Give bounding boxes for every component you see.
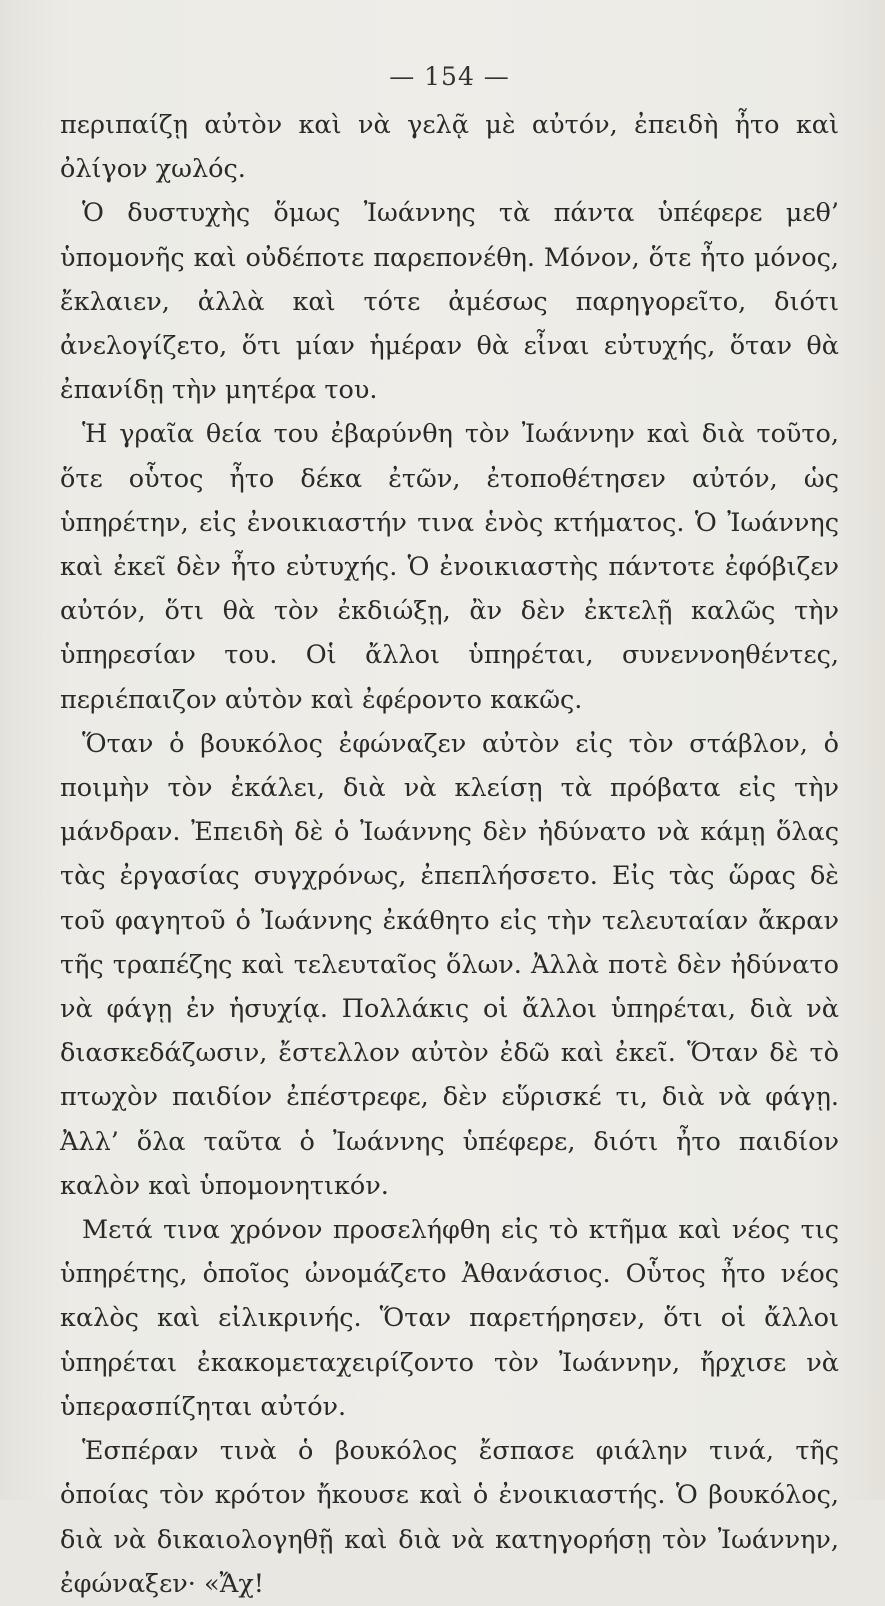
page-number: — 154 — (389, 62, 510, 91)
paragraph: Ἑσπέραν τινὰ ὁ βουκόλος ἔσπασε φιάλην τινά, τῆς ὁποίας τὸν κρότον ἤκουσε καὶ ὁ ἐνοικιαστής. Ὁ βουκόλος, διὰ νὰ δικαιολογηθῇ καὶ διὰ νὰ κατηγορήσῃ τὸν Ἰωάννην, ἐφώναξεν· «Ἄχ! (60, 1436, 839, 1599)
paragraph: Ὁ δυστυχὴς ὅμως Ἰωάννης τὰ πάντα ὑπέφερε μεθ’ ὑπομονῆς καὶ οὐδέποτε παρεπονέθη. Μόνον, ὅτε ἦτο μόνος, ἔκλαιεν, ἀλλὰ καὶ τότε ἀμέσως παρηγορεῖτο, διότι ἀνελογίζετο, ὅτι μίαν ἡμέραν θὰ εἶναι εὐτυχής, ὅταν θὰ ἐπανίδῃ τὴν μητέρα του. (60, 198, 839, 406)
paragraph: Μετά τινα χρόνον προσελήφθη εἰς τὸ κτῆμα καὶ νέος τις ὑπηρέτης, ὁποῖος ὠνομάζετο Ἀθανάσιος. Οὗτος ἦτο νέος καλὸς καὶ εἰλικρινής. Ὅταν παρετήρησεν, ὅτι οἱ ἄλλοι ὑπηρέται ἐκακομεταχειρίζοντο τὸν Ἰωάννην, ἤρχισε νὰ ὑπερασπίζηται αὐτόν. (60, 1215, 839, 1422)
paragraph: Ὅταν ὁ βουκόλος ἐφώναζεν αὐτὸν εἰς τὸν στάβλον, ὁ ποιμὴν τὸν ἐκάλει, διὰ νὰ κλείσῃ τὰ πρόβατα εἰς τὴν μάνδραν. Ἐπειδὴ δὲ ὁ Ἰωάννης δὲν ἠδύνατο νὰ κάμῃ ὅλας τὰς ἐργασίας συγχρόνως, ἐπεπλήσσετο. Εἰς τὰς ὥρας δὲ τοῦ φαγητοῦ ὁ Ἰωάννης ἐκάθητο εἰς τὴν τελευταίαν ἄκραν τῆς τραπέζης καὶ τελευταῖος ὅλων. Ἀλλὰ ποτὲ δὲν ἠδύνατο νὰ φάγῃ ἐν ἡσυχίᾳ. Πολλάκις οἱ ἄλλοι ὑπηρέται, διὰ νὰ διασκεδάζωσιν, ἔστελλον αὐτὸν ἐδῶ καὶ ἐκεῖ. Ὅταν δὲ τὸ πτωχὸν παιδίον ἐπέστρεφε, δὲν εὕρισκέ τι, διὰ νὰ φάγῃ. Ἀλλ’ ὅλα ταῦτα ὁ Ἰωάννης ὑπέφερε, διότι ἦτο παιδίον καλὸν καὶ ὑπομονητικόν. (60, 728, 839, 1201)
paragraph: Ἡ γραῖα θεία του ἐβαρύνθη τὸν Ἰωάννην καὶ διὰ τοῦτο, ὅτε οὗτος ἦτο δέκα ἐτῶν, ἐτοποθέτησεν αὐτόν, ὡς ὑπηρέτην, εἰς ἐνοικιαστήν τινα ἑνὸς κτήματος. Ὁ Ἰωάννης καὶ ἐκεῖ δὲν ἦτο εὐτυχής. Ὁ ἐνοικιαστὴς πάντοτε ἐφόβιζεν αὐτόν, ὅτι θὰ τὸν ἐκδιώξῃ, ἂν δὲν ἐκτελῇ καλῶς τὴν ὑπηρεσίαν του. Οἱ ἄλλοι ὑπηρέται, συνεννοηθέντες, περιέπαιζον αὐτὸν καὶ ἐφέροντο κακῶς. (60, 419, 839, 715)
page-body-text (60, 103, 839, 1606)
paragraph: περιπαίζῃ αὐτὸν καὶ νὰ γελᾷ μὲ αὐτόν, ἐπειδὴ ἦτο καὶ ὀλίγον χωλός. (60, 110, 839, 185)
